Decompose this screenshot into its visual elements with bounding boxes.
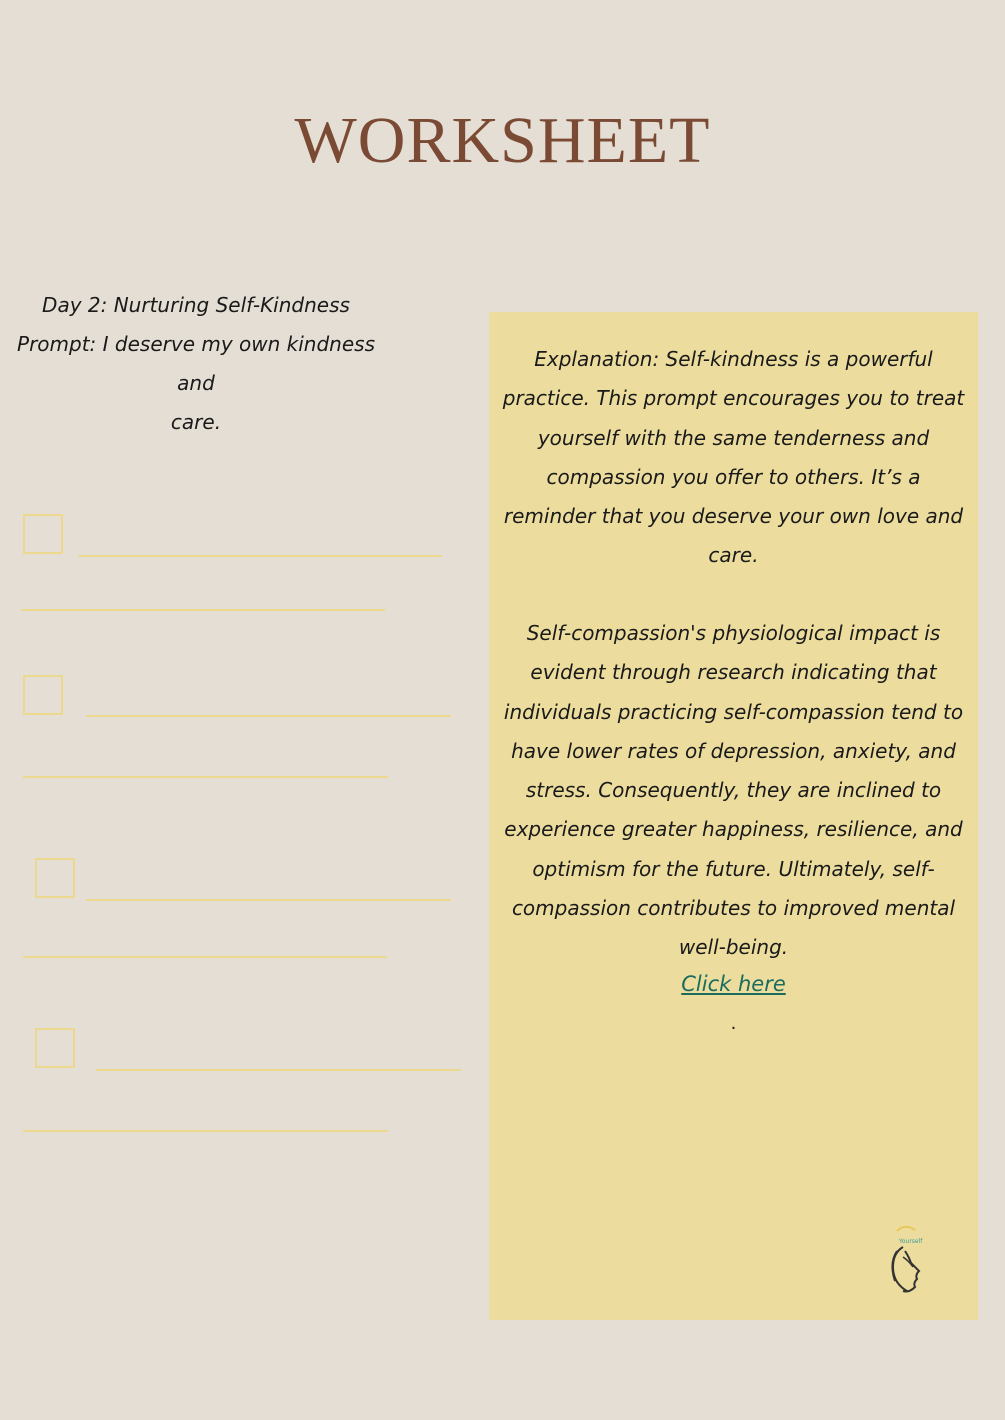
answer-line-2a[interactable]	[86, 715, 451, 717]
prompt-line-1: Prompt: I deserve my own kindness and	[17, 332, 375, 395]
logo-word: Yourself	[899, 1238, 923, 1245]
explanation-text: Explanation: Self-kindness is a powerful practice. This prompt encourages you to treat yourself with the same tenderness and compassion you offer to others. It’s a reminder that you deserve your own love and care.	[502, 347, 965, 568]
answer-line-3b[interactable]	[23, 956, 387, 958]
explanation-panel	[489, 312, 978, 1320]
answer-line-4b[interactable]	[23, 1130, 388, 1132]
checkbox-3[interactable]	[35, 858, 75, 898]
answer-line-1b[interactable]	[21, 609, 385, 611]
checkbox-4[interactable]	[35, 1028, 75, 1068]
face-logo-icon	[883, 1217, 933, 1297]
answer-line-4a[interactable]	[96, 1069, 461, 1071]
click-here-link[interactable]: Click here	[681, 972, 786, 996]
research-text: Self-compassion's physiological impact is evident through research indicating that individuals practicing self-compassion tend to have lower rates of depression, anxiety, and stress. Consequently, they are inclined to experience greater happiness, resilience, and optimism for the future. Ultimately, self-compassion contributes to improved mental well-being.	[503, 621, 964, 960]
answer-line-3a[interactable]	[86, 899, 451, 901]
trailing-dot: .	[730, 1013, 737, 1034]
prompt-block	[0, 286, 392, 442]
answer-line-2b[interactable]	[23, 776, 388, 778]
checkbox-2[interactable]	[23, 675, 63, 715]
answer-line-1a[interactable]	[79, 555, 442, 557]
checkbox-1[interactable]	[23, 514, 63, 554]
page-title: WORKSHEET	[294, 104, 711, 177]
day-heading: Day 2: Nurturing Self-Kindness	[42, 293, 350, 317]
prompt-line-2: care.	[170, 410, 222, 434]
